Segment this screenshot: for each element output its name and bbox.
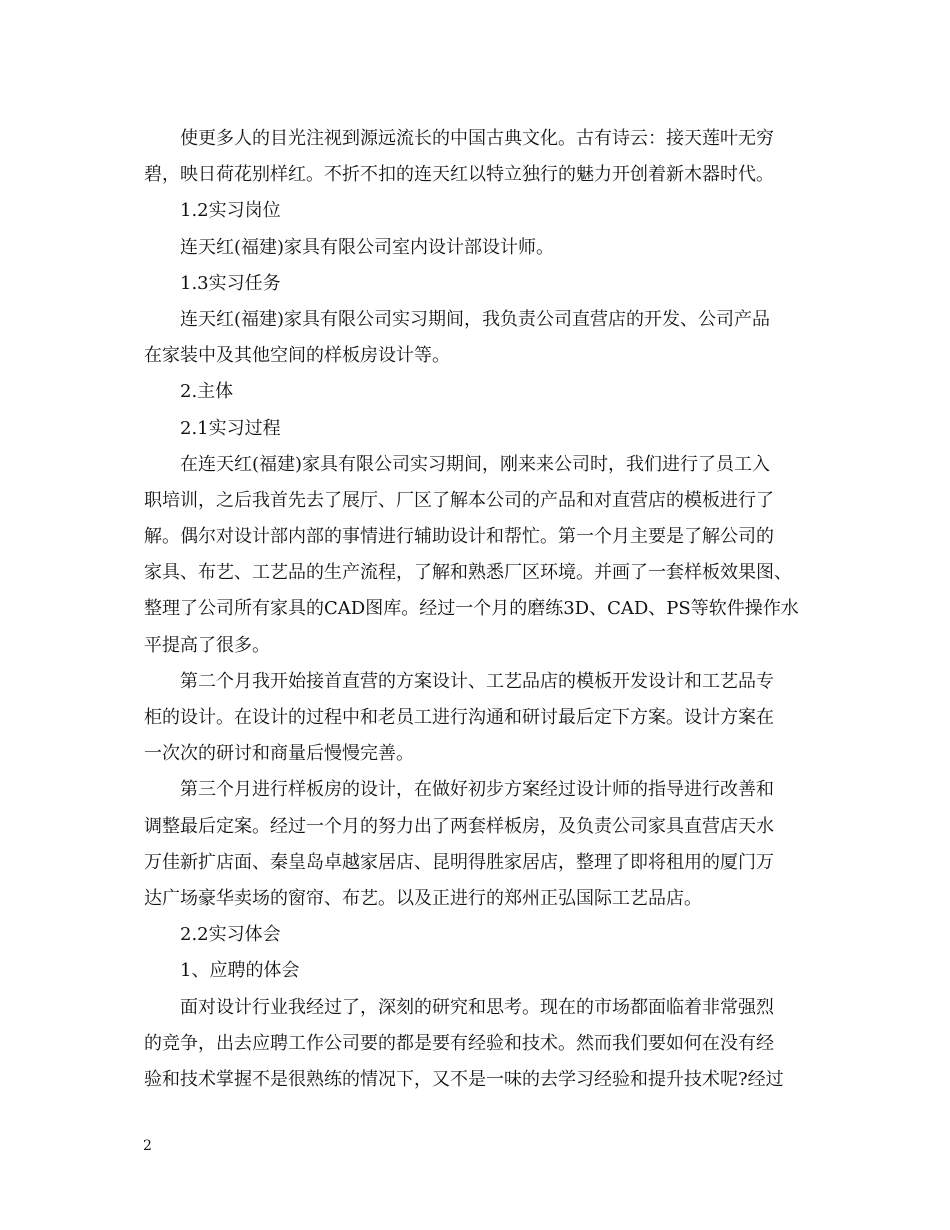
text-line: 连天红(福建)家具有限公司室内设计部设计师。	[180, 236, 555, 258]
text-line: 面对设计行业我经过了，深刻的研究和思考。现在的市场都面临着非常强烈	[180, 996, 774, 1018]
text-line: 第二个月我开始接首直营的方案设计、工艺品店的模板开发设计和工艺品专	[180, 670, 774, 692]
text-line: 调整最后定案。经过一个月的努力出了两套样板房，及负责公司家具直营店天水	[144, 815, 774, 837]
text-line: 的竞争，出去应聘工作公司要的都是要有经验和技术。然而我们要如何在没有经	[144, 1032, 774, 1054]
text-line: 第三个月进行样板房的设计，在做好初步方案经过设计师的指导进行改善和	[180, 779, 774, 801]
section-heading: 1.2实习岗位	[180, 200, 281, 222]
text-line: 一次次的研讨和商量后慢慢完善。	[144, 743, 414, 765]
text-line: 职培训，之后我首先去了展厅、厂区了解本公司的产品和对直营店的模板进行了	[144, 489, 774, 511]
section-heading: 2.2实习体会	[180, 924, 281, 946]
text-line: 连天红(福建)家具有限公司实习期间，我负责公司直营店的开发、公司产品	[180, 308, 771, 330]
section-heading: 2.1实习过程	[180, 417, 281, 439]
text-line: 验和技术掌握不是很熟练的情况下，又不是一味的去学习经验和提升技术呢?经过	[144, 1068, 784, 1090]
page-number: 2	[143, 1138, 152, 1154]
text-line: 万佳新扩店面、秦皇岛卓越家居店、昆明得胜家居店，整理了即将租用的厦门万	[144, 851, 774, 873]
text-line: 达广场豪华卖场的窗帘、布艺。以及正进行的郑州正弘国际工艺品店。	[144, 887, 702, 909]
text-line: 在家装中及其他空间的样板房设计等。	[144, 345, 450, 367]
text-line: 在连天红(福建)家具有限公司实习期间，刚来来公司时，我们进行了员工入	[180, 453, 771, 475]
text-line: 使更多人的目光注视到源远流长的中国古典文化。古有诗云：接天莲叶无穷	[180, 128, 774, 149]
text-line: 柜的设计。在设计的过程中和老员工进行沟通和研讨最后定下方案。设计方案在	[144, 707, 774, 728]
section-heading: 1、应聘的体会	[180, 960, 300, 982]
text-line: 整理了公司所有家具的CAD图库。经过一个月的磨练3D、CAD、PS等软件操作水	[144, 598, 799, 620]
section-heading: 1.3实习任务	[180, 272, 281, 294]
text-line: 平提高了很多。	[144, 634, 270, 656]
section-heading: 2.主体	[180, 381, 234, 403]
text-line: 解。偶尔对设计部内部的事情进行辅助设计和帮忙。第一个月主要是了解公司的	[144, 526, 774, 548]
body-text	[144, 121, 804, 1098]
text-line: 家具、布艺、工艺品的生产流程，了解和熟悉厂区环境。并画了一套样板效果图、	[144, 562, 792, 584]
text-line: 碧，映日荷花别样红。不折不扣的连天红以特立独行的魅力开创着新木器时代。	[144, 164, 774, 186]
